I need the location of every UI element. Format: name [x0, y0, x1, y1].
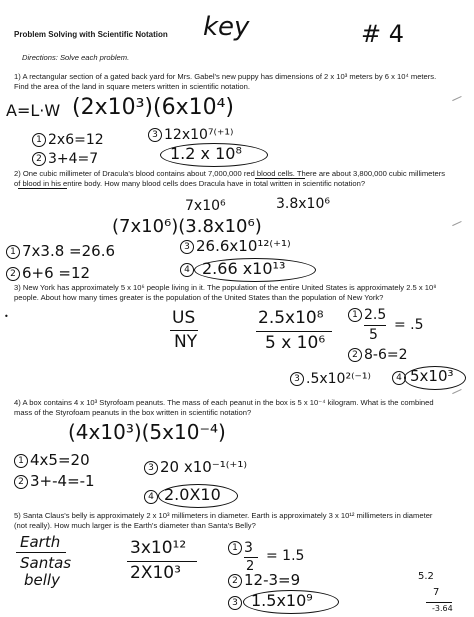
margin-underline — [426, 602, 452, 603]
p1-step-3: 3 12x10⁷⁽⁺¹⁾ — [148, 128, 233, 142]
p5-santa: Santas — [20, 554, 72, 572]
circled-number: 3 — [148, 128, 162, 142]
p3-step-1-result: = .5 — [394, 317, 424, 333]
p3-step-2: 2 8-6=2 — [348, 348, 408, 362]
p1-answer: 1.2 x 10⁸ — [170, 144, 242, 163]
problem-2-label: 2) — [14, 169, 21, 178]
margin-mark — [452, 389, 462, 394]
margin-mark — [452, 96, 462, 101]
p3-answer: 5x10³ — [410, 367, 454, 385]
margin-note-c: -3.64 — [432, 604, 453, 613]
p5-step-1-den: 2 — [246, 559, 255, 574]
p2-value-b: 3.8x10⁶ — [276, 196, 330, 212]
p2-underline-a — [255, 178, 305, 179]
p3-ny: NY — [174, 332, 198, 352]
circled-number: 1 — [32, 133, 46, 147]
p2-step-1: 1 7x3.8 =26.6 — [6, 244, 115, 259]
problem-5 — [14, 511, 446, 531]
p5-earth: Earth — [20, 533, 61, 551]
problem-5-label: 5) — [14, 511, 21, 520]
p5-answer: 1.5x10⁹ — [251, 591, 313, 610]
circled-number: 1 — [228, 541, 242, 555]
circled-number: 3 — [228, 596, 242, 610]
problem-1-label: 1) — [14, 72, 21, 81]
circled-number: 2 — [228, 574, 242, 588]
p5-step-2: 2 12-3=9 — [228, 573, 300, 588]
p4-step-1: 1 4x5=20 — [14, 453, 90, 468]
problem-3-text: New York has approximately 5 x 10⁶ people living in it. The population of the entire United States is approximately 2.5 x 10⁸ people. About how many times greater is the population of the United States than the population of New York? — [14, 283, 437, 303]
problem-2-text: One cubic millimeter of Dracula's blood contains about 7,000,000 red blood cells. There are about 3,800,000 cubic millimeters of blood in his entire body. How many blood cells does Dracula have in total written in scientific notation? — [14, 169, 446, 189]
circled-number: 1 — [348, 308, 362, 322]
margin-mark — [452, 221, 462, 226]
p3-step-1-den: 5 — [369, 327, 378, 343]
p4-answer: 2.0X10 — [164, 485, 221, 504]
p5-step-1-result: = 1.5 — [266, 548, 305, 564]
key-label: key — [203, 12, 250, 42]
p5-numerator: 3x10¹² — [130, 538, 187, 558]
worksheet-title: Problem Solving with Scientific Notation — [14, 30, 168, 39]
p3-step-3: 3 .5x10²⁽⁻¹⁾ — [290, 372, 371, 386]
circled-number: 4 — [392, 371, 406, 385]
problem-2 — [14, 169, 446, 189]
p1-formula: A=L·W — [6, 101, 61, 120]
p1-step-1: 1 2x6=12 — [32, 133, 104, 147]
problem-4-label: 4) — [14, 398, 21, 407]
circled-number: 3 — [290, 372, 304, 386]
p3-numerator: 2.5x10⁸ — [258, 308, 324, 328]
p4-expression: (4x10³)(5x10⁻⁴) — [68, 420, 226, 444]
p2-step-3: 3 26.6x10¹²⁽⁺¹⁾ — [180, 239, 291, 254]
margin-note-b: 7 — [433, 587, 440, 598]
circled-number: 2 — [6, 267, 20, 281]
circled-number: 2 — [348, 348, 362, 362]
margin-note-a: 5.2 — [418, 571, 434, 582]
p5-step-3 — [228, 595, 244, 610]
problem-4 — [14, 398, 446, 418]
bullet-mark: • — [4, 312, 9, 321]
circled-number: 4 — [144, 490, 158, 504]
circled-number: 1 — [6, 245, 20, 259]
p1-expression: (2x10³)(6x10⁴) — [72, 95, 234, 120]
circled-number: 2 — [14, 475, 28, 489]
circled-number: 1 — [14, 454, 28, 468]
problem-1-text: A rectangular section of a gated back yard for Mrs. Gabel's new puppy has dimensions of 2 x 10³ meters by 6 x 10⁴ meters. Find the area of the land in square meters written in scientific notation. — [14, 72, 437, 92]
p3-us: US — [172, 308, 196, 328]
p1-step-2: 2 3+4=7 — [32, 152, 98, 166]
p2-answer: 2.66 x10¹³ — [202, 259, 286, 278]
p5-belly: belly — [24, 571, 60, 589]
p4-step-3: 3 20 x10⁻¹⁽⁺¹⁾ — [144, 460, 247, 475]
problem-4-text: A box contains 4 x 10³ Styrofoam peanuts. The mass of each peanut in the box is 5 x 10⁻⁴ kilogram. What is the combined mass of the Styrofoam peanuts in the box written in scientific notation? — [14, 398, 434, 418]
p2-underline-b — [18, 188, 67, 189]
worksheet-number: # 4 — [361, 20, 405, 48]
p2-value-a: 7x10⁶ — [185, 198, 226, 214]
p5-denominator: 2X10³ — [130, 563, 181, 583]
circled-number: 4 — [180, 263, 194, 277]
p2-expression: (7x10⁶)(3.8x10⁶) — [112, 216, 262, 237]
circled-number: 3 — [144, 461, 158, 475]
problem-5-text: Santa Claus's belly is approximately 2 x 10³ millimeters in diameter. Earth is approximately 3 x 10¹² millimeters in diameter (not really). How much larger is the Earth's diameter than Santa's Belly? — [14, 511, 433, 531]
problem-3-label: 3) — [14, 283, 21, 292]
p2-step-2: 2 6+6 =12 — [6, 266, 90, 281]
p3-denominator: 5 x 10⁶ — [265, 333, 326, 353]
circled-number: 2 — [32, 152, 46, 166]
problem-1 — [14, 72, 446, 92]
p4-step-2: 2 3+-4=-1 — [14, 474, 95, 489]
problem-3 — [14, 283, 446, 303]
p3-step-1: 1 2.5 — [348, 308, 386, 322]
p5-step-1: 1 3 — [228, 541, 253, 555]
directions: Directions: Solve each problem. — [22, 53, 130, 62]
circled-number: 3 — [180, 240, 194, 254]
